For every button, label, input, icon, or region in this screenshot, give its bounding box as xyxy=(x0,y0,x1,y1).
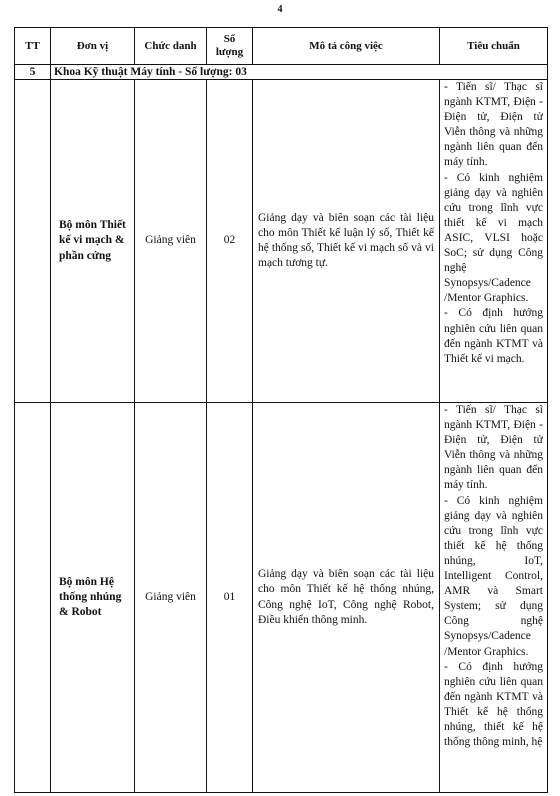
table-row xyxy=(15,80,548,403)
row-unit: Bộ môn Hệ thống nhúng & Robot xyxy=(51,403,135,793)
criteria-item: - Có định hướng nghiên cứu liên quan đến ngành KTMT và Thiết kế hệ thống nhúng, thiết kế hệ thống thông minh, hệ xyxy=(444,660,543,749)
row-description: Giảng dạy và biên soạn các tài liệu cho môn Thiết kế luận lý số, Thiết kế hệ thống số, Thiết kế vi mạch số và vi mạch tương tự. xyxy=(253,80,440,403)
header-position: Chức danh xyxy=(135,28,207,65)
criteria-item: - Tiến sĩ/ Thạc sĩ ngành KTMT, Điện - Điện tử, Điện tử Viễn thông và những ngành liên quan đến máy tính. xyxy=(444,404,543,492)
header-tt: TT xyxy=(15,28,51,65)
page-number: 4 xyxy=(277,4,283,15)
row-position: Giảng viên xyxy=(135,403,207,793)
criteria-item: - Có kinh nghiệm giảng dạy và nghiên cứu trong lĩnh vực thiết kế hệ thống nhúng, IoT, Intelligent Control, AMR và Smart System; sử dụng Công nghệ Synopsys/Cadence /Mentor Graphics. xyxy=(444,494,543,658)
row-quantity: 01 xyxy=(207,403,253,793)
section-row xyxy=(15,65,548,80)
criteria-item: - Có định hướng nghiên cứu liên quan đến ngành KTMT và Thiết kế vi mạch. xyxy=(444,307,543,365)
section-tt: 5 xyxy=(15,65,51,80)
criteria-item: - Có kinh nghiệm giảng dạy và nghiên cứu trong lĩnh vực thiết kế vi mạch ASIC, VLSI hoặc SoC; sử dụng Công nghệ Synopsys/Cadence /Mentor Graphics. xyxy=(444,171,543,305)
row-criteria xyxy=(440,80,548,403)
section-title: Khoa Kỹ thuật Máy tính - Số lượng: 03 xyxy=(51,65,548,80)
row-criteria xyxy=(440,403,548,793)
row-tt-empty xyxy=(15,80,51,403)
header-quantity-line2: lượng xyxy=(215,46,244,58)
header-unit: Đơn vị xyxy=(51,28,135,65)
row-description: Giảng dạy và biên soạn các tài liệu cho môn Thiết kế hệ thống nhúng, Công nghệ IoT, Công nghệ Robot, Điều khiển thông minh. xyxy=(253,403,440,793)
recruitment-table xyxy=(14,27,548,793)
row-unit: Bộ môn Thiết kế vi mạch & phần cứng xyxy=(51,80,135,403)
row-quantity: 02 xyxy=(207,80,253,403)
header-description: Mô tả công việc xyxy=(253,28,440,65)
table-row xyxy=(15,403,548,793)
criteria-item: - Tiến sĩ/ Thạc sĩ ngành KTMT, Điện - Điện tử, Điện tử Viễn thông và những ngành liên quan đến máy tính. xyxy=(444,81,543,169)
header-criteria: Tiêu chuẩn xyxy=(440,28,548,65)
header-quantity xyxy=(207,28,253,65)
row-position: Giảng viên xyxy=(135,80,207,403)
table-header-row xyxy=(15,28,548,65)
header-quantity-line1: Số xyxy=(223,33,236,45)
row-tt-empty xyxy=(15,403,51,793)
